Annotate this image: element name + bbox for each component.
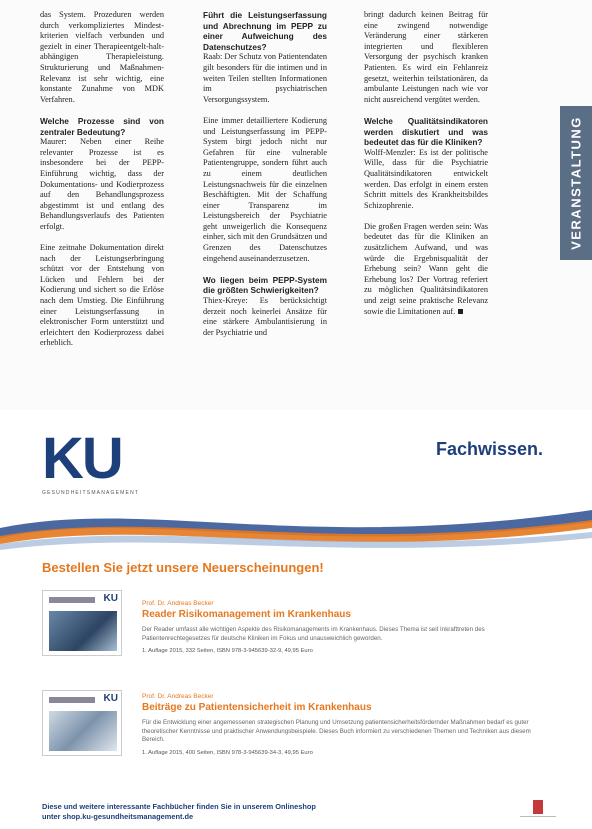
decorative-wave [0,498,592,558]
advertisement [0,410,592,829]
question-heading: Welche Prozesse sind von zentraler Bedeutung? [40,115,164,137]
question-heading: Führt die Leistungserfassung und Abrechnung im PEPP zu einer Aufweichung des Datenschutzes? [203,10,327,52]
paragraph: Wolff-Menzler: Es ist der politische Wille, dass für die Psychiatrie Qualitätsindikatoren entwickelt werden. Das erfolgt in einem ersten Schritt mittels des Krankheitsbildes Schizophrenie. [364,147,488,210]
cover-image [49,611,117,651]
cover-image [49,711,117,751]
book-meta: 1. Auflage 2015, 332 Seiten, ISBN 978-3-945639-32-9, 49,95 Euro [142,648,313,654]
paragraph [364,222,488,317]
onshop-line-1: Diese und weitere interessante Fachbücher finden Sie in unserem Onlineshop [42,802,316,811]
ku-logo-subtitle: GESUNDHEITSMANAGEMENT [42,490,140,496]
publisher-mark-icon [533,800,543,814]
book-entry-1 [142,600,552,654]
ad-headline: Bestellen Sie jetzt unsere Neuerscheinungen! [42,560,324,575]
paragraph: Eine immer detailliertere Kodierung und Leistungserfassung im PEPP-System birgt jedoch nicht nur Gefahren für eine vulnerable Patientengruppe, sondern führt auch zu einem deutlichen Leistungsnachweis für die einzelnen Beschäftigten. Mit der Schaffung einer Transparenz im Leistungsbereich der Psychiatrie geht unweigerlich die Konsequenz einher, sich mit den Grundsätzen und Grenzen des Datenschutzes eingehend auseinanderzusetzen. [203,115,327,263]
fachwissen-slogan: Fachwissen. [436,439,544,459]
section-label: VERANSTALTUNG [568,116,584,250]
book-author: Prof. Dr. Andreas Becker [142,693,214,700]
cover-title-bar [49,697,95,703]
book-meta: 1. Auflage 2015, 400 Seiten, ISBN 978-3-945639-34-3, 49,95 Euro [142,749,313,756]
paragraph: das System. Prozeduren werden durch verkompliziertes Mindest-kriterien vielfach verbunden und gezielt in einer Therapieentgelt-halt-abhängigen Therapieleistung. Strukturierung und Maßnahmen-Relevanz ist sehr wichtig, eine konstante Zunahme von MDK Verfahren. [40,10,164,104]
book-description: Der Reader umfasst alle wichtigen Aspekte des Risikomanagements im Krankenhaus. Dieses Thema ist seit Inkrafttreten des Patientenrechtegesetzes für deutsche Kliniken im Fokus und unausweichlich geworden. [142,626,485,642]
ku-logo: KU [42,426,122,491]
cover-logo: KU [103,593,118,604]
publisher-mark-lines [520,816,556,826]
article-column-3 [364,10,488,328]
cover-logo: KU [103,693,118,704]
onshop-note [42,802,316,822]
question-heading: Wo liegen beim PEPP-System die größten Schwierigkeiten? [203,274,327,296]
onshop-link[interactable]: unter shop.ku-gesundheitsmanagement.de [42,812,194,821]
book-cover-1 [42,590,122,656]
question-heading: Welche Qualitätsindikatoren werden diskutiert und was bedeutet das für die Kliniken? [364,115,488,148]
book-cover-2 [42,690,122,756]
paragraph-text: Die großen Fragen werden sein: Was bedeutet das für die Kliniken an zusätzlichem Aufwand, und was würde die Ergebnisqualität der Erhebung sein? Wann geht die Erhebung los? Der Vortrag referiert zu möglichen Qualitätsindikatoren und zeigt seine praktische Relevanz sowie die Limitationen auf. [364,221,488,316]
article-column-1 [40,10,164,360]
end-mark-icon [458,309,463,314]
paragraph: Eine zeitnahe Dokumentation direkt nach der Leistungserbringung schützt vor der Entstehung von Lücken und Fehlern bei der Kodierung und sichert so die Erlöse nach dem Umstieg. Die Einführung einer Leistungserfassung in elektronischer Form unterstützt und erleichtert den Kodierprozess dabei erheblich. [40,243,164,348]
book-description: Für die Entwicklung einer angemessenen strategischen Planung und Umsetzung patientensicherheitsfördernder Maßnahmen bedarf es guter theoretischer Kenntnisse und praktischer Anwendungsbeispiele. Dieses Buch informiert zu verschiedenen Themen und Techniken aus diesem Bereich. [142,719,531,743]
book-title: Beiträge zu Patientensicherheit im Krankenhaus [142,702,372,713]
book-title: Reader Risikomanagement im Krankenhaus [142,609,351,620]
paragraph: Maurer: Neben einer Reihe relevanter Prozesse ist es insbesondere bei der PEPP-Einführung wichtig, dass der Dokumentations- und Kodierprozess auf den Behandlungsprozess abgestimmt ist und entlang des Behandlungsverlaufs des Patienten erfolgt. [40,137,164,231]
article-page [0,0,592,410]
section-side-tab [560,106,592,260]
book-entry-2 [142,693,552,756]
cover-title-bar [49,597,95,603]
book-author: Prof. Dr. Andreas Becker [142,600,214,607]
paragraph: Thiex-Kreye: Es berücksichtigt derzeit noch keinerlei Ansätze für eine stärkere Ambulantisierung in der Psychiatrie und [203,296,327,337]
paragraph: bringt dadurch keinen Beitrag für eine zwingend notwendige Veränderung einer stärkeren integrierten und flexibleren Versorgung der psychisch kranken Patienten. Es wird ein Fehlanreiz gesetzt, weiterhin teilstationären, da ambulante Leistungen nach wie vor nicht ausreichend vergütet werden. [364,10,488,104]
article-column-2 [203,10,327,349]
paragraph: Raab: Der Schutz von Patientendaten gilt besonders für die intimen und in weiten Teilen stellten Informationen im psychiatrischen Versorgungssystem. [203,52,327,104]
